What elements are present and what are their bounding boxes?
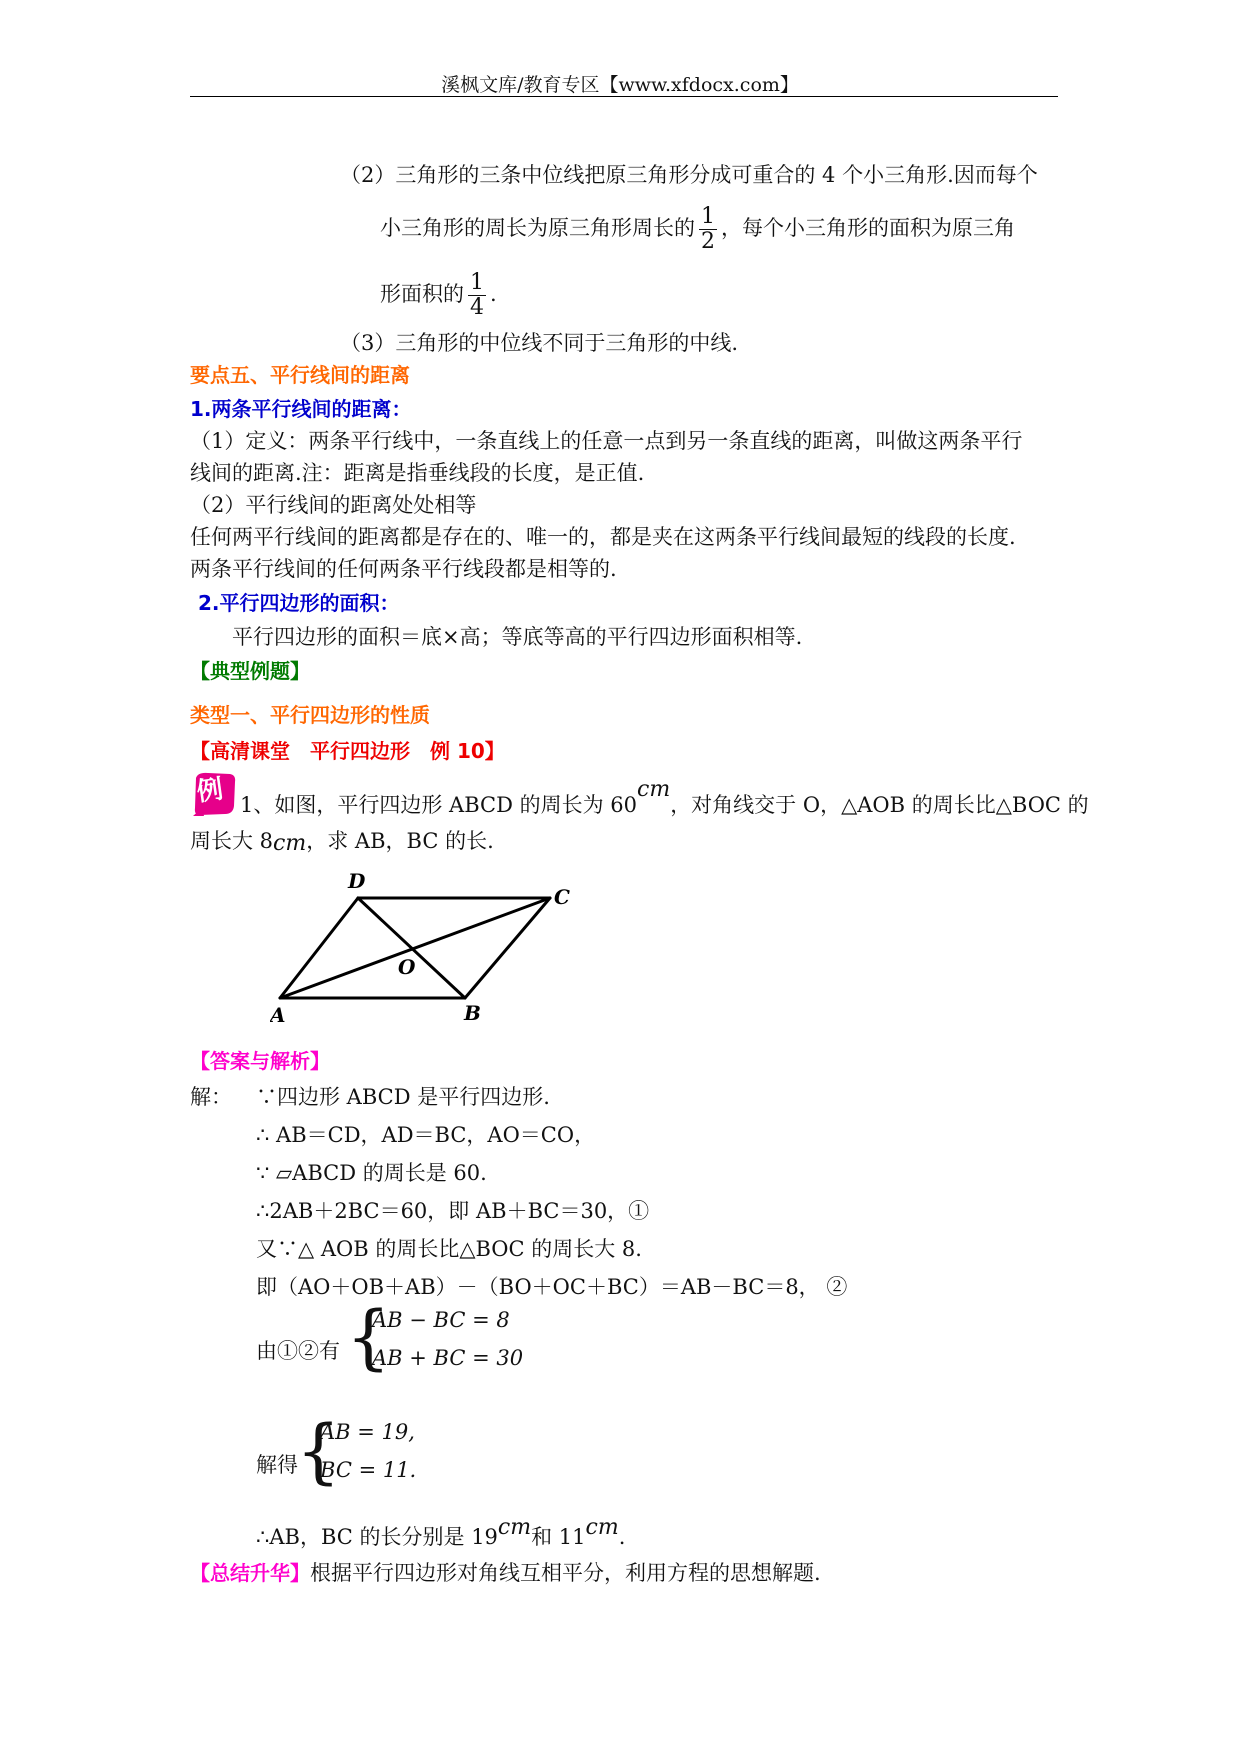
note-text: ，每个小三角形的面积为原三角 bbox=[721, 216, 1015, 240]
subsection-title: 1.两条平行线间的距离： bbox=[190, 397, 412, 421]
equation-system-brace: { bbox=[296, 1410, 341, 1492]
solution-label: 解： bbox=[190, 1085, 232, 1109]
question-text: ，对角线交于 O，△AOB 的周长比△BOC 的 bbox=[670, 793, 1089, 817]
solution-step: 解得 bbox=[256, 1453, 298, 1477]
paragraph: （1）定义：两条平行线中，一条直线上的任意一点到另一条直线的距离，叫做这两条平行 bbox=[190, 429, 1023, 453]
conclusion-text: 和 11 bbox=[531, 1525, 586, 1549]
summary-text: 根据平行四边形对角线互相平分，利用方程的思想解题. bbox=[310, 1561, 821, 1585]
vertex-label-c: C bbox=[554, 885, 570, 909]
conclusion-text: . bbox=[618, 1525, 626, 1549]
question-line1 bbox=[240, 777, 1089, 821]
question-line2 bbox=[190, 826, 494, 857]
answer-heading: 【答案与解析】 bbox=[190, 1049, 330, 1073]
summary-label: 【总结升华】 bbox=[190, 1561, 310, 1585]
question-text: 周长大 8 bbox=[190, 829, 274, 853]
note-item-2-line1: （2）三角形的三条中位线把原三角形分成可重合的 4 个小三角形.因而每个 bbox=[340, 163, 1038, 187]
diagonal-bd bbox=[358, 898, 465, 998]
examples-heading: 【典型例题】 bbox=[190, 659, 310, 683]
vertex-label-a: A bbox=[270, 1003, 286, 1027]
fraction-one-half bbox=[699, 205, 717, 254]
equation: AB + BC = 30 bbox=[372, 1346, 524, 1370]
solution-step: 即（AO＋OB＋AB）－（BO＋OC＋BC）＝AB－BC＝8， ② bbox=[256, 1275, 848, 1299]
note-text: 形面积的 bbox=[380, 282, 464, 306]
vertex-label-d: D bbox=[348, 869, 366, 893]
page-header: 溪枫文库/教育专区【www.xfdocx.com】 bbox=[441, 74, 799, 96]
section-title: 要点五、平行线间的距离 bbox=[190, 363, 410, 387]
unit-cm: cm bbox=[273, 831, 307, 856]
equation: AB − BC = 8 bbox=[372, 1308, 510, 1332]
unit-cm: cm bbox=[637, 777, 671, 802]
equation-system-brace: { bbox=[346, 1296, 391, 1378]
summary-line bbox=[190, 1558, 821, 1588]
solution-step: ∵ ▱ABCD 的周长是 60. bbox=[256, 1161, 487, 1185]
paragraph: 任何两平行线间的距离都是存在的、唯一的，都是夹在这两条平行线间最短的线段的长度. bbox=[190, 525, 1016, 549]
center-label-o: O bbox=[398, 955, 416, 979]
solution-step: 又∵△ AOB 的周长比△BOC 的周长大 8. bbox=[256, 1237, 642, 1261]
fraction-one-quarter bbox=[468, 271, 486, 320]
question-text: ，求 AB，BC 的长. bbox=[306, 829, 494, 853]
unit-cm: cm bbox=[497, 1515, 532, 1540]
fraction-numerator: 1 bbox=[701, 204, 715, 229]
parallelogram-figure bbox=[270, 868, 570, 1028]
video-reference: 【高清课堂 平行四边形 例 10】 bbox=[190, 739, 505, 763]
paragraph: 平行四边形的面积＝底×高；等底等高的平行四边形面积相等. bbox=[232, 625, 803, 649]
subsection-title: 2.平行四边形的面积： bbox=[198, 591, 400, 615]
type-title: 类型一、平行四边形的性质 bbox=[190, 703, 430, 727]
paragraph: （2）平行线间的距离处处相等 bbox=[190, 493, 477, 517]
fraction-denominator: 4 bbox=[470, 295, 484, 320]
solution-conclusion bbox=[256, 1515, 626, 1553]
solution-step: ∴ AB＝CD，AD＝BC，AO＝CO， bbox=[256, 1123, 596, 1147]
header-rule bbox=[190, 96, 1058, 97]
note-text: 小三角形的周长为原三角形周长的 bbox=[380, 216, 695, 240]
unit-cm: cm bbox=[585, 1515, 619, 1540]
example-badge-label: 例 bbox=[195, 774, 225, 808]
note-text: . bbox=[490, 282, 497, 306]
note-item-3: （3）三角形的中位线不同于三角形的中线. bbox=[340, 331, 739, 355]
note-item-2-line2 bbox=[380, 202, 1015, 254]
solution-step: ∴2AB＋2BC＝60，即 AB＋BC＝30，① bbox=[256, 1199, 650, 1223]
equation: BC = 11. bbox=[320, 1458, 417, 1482]
fraction-numerator: 1 bbox=[470, 270, 484, 295]
paragraph: 两条平行线间的任何两条平行线段都是相等的. bbox=[190, 557, 617, 581]
solution-step: 由①②有 bbox=[256, 1339, 340, 1363]
fraction-denominator: 2 bbox=[701, 229, 715, 254]
solution-step: ∵四边形 ABCD 是平行四边形. bbox=[256, 1085, 550, 1109]
note-item-2-line3 bbox=[380, 268, 497, 320]
equation: AB = 19, bbox=[320, 1420, 415, 1444]
conclusion-text: ∴AB，BC 的长分别是 19 bbox=[256, 1525, 498, 1549]
question-text: 1、如图，平行四边形 ABCD 的周长为 60 bbox=[240, 793, 637, 817]
paragraph: 线间的距离.注：距离是指垂线段的长度，是正值. bbox=[190, 461, 645, 485]
vertex-label-b: B bbox=[464, 1001, 481, 1025]
